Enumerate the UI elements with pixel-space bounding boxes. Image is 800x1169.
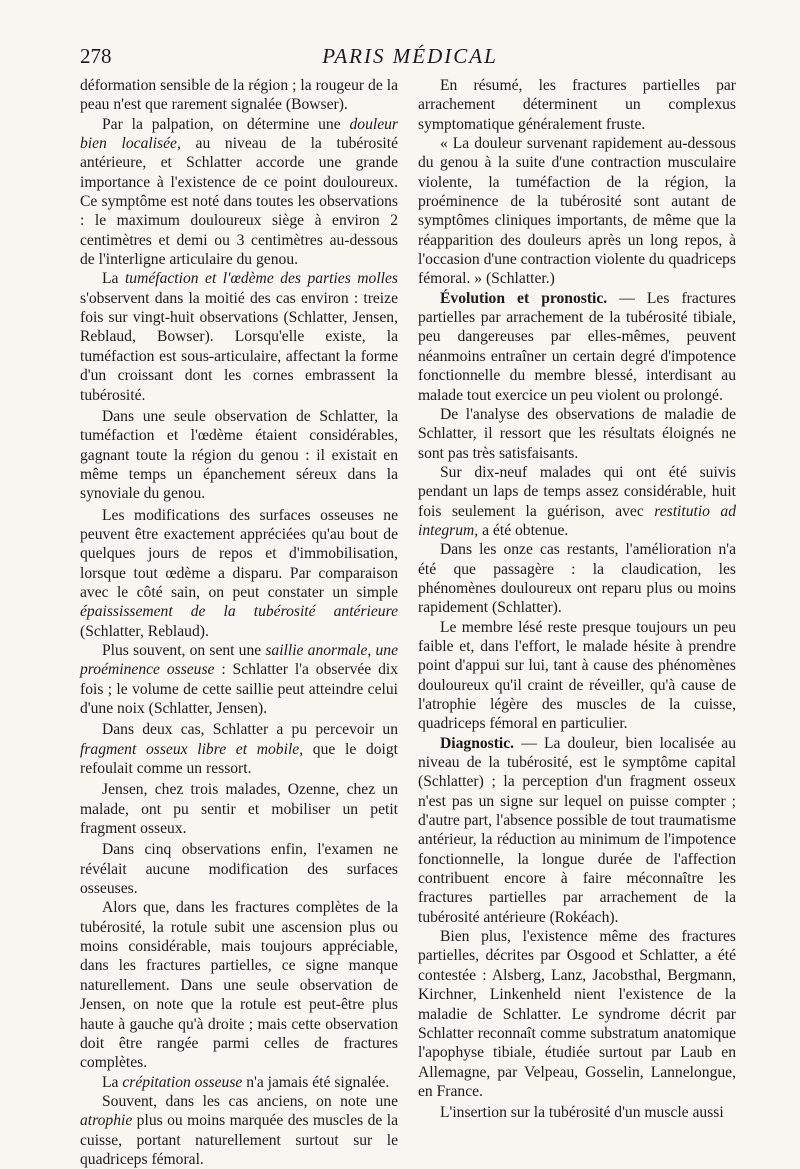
paragraph: L'insertion sur la tubérosité d'un muscle aussi <box>440 1104 724 1122</box>
paragraph <box>80 115 398 270</box>
left-column <box>80 76 398 1169</box>
emphasis: douleur bien localisée, <box>80 115 398 153</box>
emphasis: crépitation osseuse <box>122 1073 243 1091</box>
paragraph: Alors que, dans les fractures complètes de la tubérosité, la rotule subit une ascension plus ou moins considérable, mais toujours appréciable, dans les fractures partielles, ce signe manque naturellement. Dans une seule observation de Jensen, on note que la rotule est peut-être plus haute à gauche qu'à droite ; mais cette observation doit être rangée parmi celles de fractures complètes. <box>80 899 398 1072</box>
text: Dans deux cas, Schlatter a pu percevoir un <box>102 721 398 739</box>
paragraph: Le membre lésé reste presque toujours un peu faible et, dans l'effort, le malade hésite à prendre point d'appui sur lui, tant à cause des phénomènes douloureux qu'il craint de réveiller, qu'à cause de l'atrophie légère des muscles de la cuisse, quadriceps fémoral en particulier. <box>418 618 736 733</box>
text: (Schlatter, Reblaud). <box>80 622 209 640</box>
paragraph <box>80 269 398 404</box>
paragraph <box>418 289 736 405</box>
page-number: 278 <box>80 44 112 68</box>
right-column <box>418 76 736 1123</box>
paragraph: Dans une seule observation de Schlatter, la tuméfaction et l'œdème étaient considérables, gagnant toute la région du genou : il existait en même temps un épanchement séreux dans la synoviale du genou. <box>80 407 398 503</box>
text: Plus souvent, on sent une <box>102 641 266 659</box>
paragraph <box>80 641 398 718</box>
paragraph: déformation sensible de la région ; la rougeur de la peau n'est que rarement signalée (Bowser). <box>80 77 398 114</box>
emphasis: atrophie <box>80 1112 133 1130</box>
emphasis: tuméfaction et l'œdème des parties molles <box>124 270 398 288</box>
paragraph: Bien plus, l'existence même des fractures partielles, décrites par Osgood et Schlatter, a été contestée : Alsberg, Lanz, Jacobsthal, Bergmann, Kirchner, Linkenheld nient l'existence de la maladie de Schlatter. Le syndrome décrit par Schlatter reconnaît comme substratum anatomique l'apophyse tibiale, étudiée surtout par Laub en Allemagne, par Velpeau, Gosselin, Lannelongue, en France. <box>418 928 736 1100</box>
paragraph <box>80 1073 398 1092</box>
paragraph: En résumé, les fractures partielles par arrachement déterminent un complexus symptomatique généralement fruste. <box>418 77 736 133</box>
text: n'a jamais été signalée. <box>242 1073 390 1091</box>
text: — La douleur, bien localisée au niveau de la tubérosité, est le symptôme capital (Schlatter) ; la perception d'un fragment osseux n'est pas un signe sur lequel on puisse compter ; d'autre part, l'absence possible de tout traumatisme antérieur, la réduction au minimum de l'impotence fonctionnelle, la longue durée de l'affection contribuent encore à faire méconnaître les fractures partielles par arrachement de la tubérosité antérieure (Rokéach). <box>418 734 736 926</box>
paragraph: Dans cinq observations enfin, l'examen ne révélait aucune modification des surfaces osseuses. <box>80 841 398 898</box>
paragraph: Dans les onze cas restants, l'amélioration n'a été que passagère : la claudication, les phénomènes douloureux ont reparu plus ou moins rapidement (Schlatter). <box>418 541 736 617</box>
paragraph: Jensen, chez trois malades, Ozenne, chez un malade, ont pu sentir et mobiliser un petit fragment osseux. <box>80 781 398 838</box>
section-heading: Diagnostic. <box>440 734 515 752</box>
text: Par la palpation, on détermine une <box>102 115 350 133</box>
text: au niveau de la tubérosité antérieure, et Schlatter accorde une grande importance à l'existence de ce point douloureux. Ce symptôme est noté dans toutes les observations : le maximum douloureux siège à environ 2 centimètres et demi ou 3 centimètres au-dessous de l'interligne articulaire du genou. <box>80 135 398 269</box>
text: Sur dix-neuf malades qui ont été suivis pendant un laps de temps assez considérable, huit fois seulement la guérison, avec <box>418 463 736 520</box>
emphasis: restitutio ad integrum, <box>418 502 736 539</box>
text: a été obtenue. <box>478 521 569 539</box>
text: : Schlatter l'a observée dix fois ; le volume de cette saillie peut atteindre celui d'une noix (Schlatter, Jensen). <box>80 661 399 717</box>
page-header <box>80 44 740 72</box>
text: s'observent dans la moitié des cas environ : treize fois sur vingt-huit observations (Schlatter, Jensen, Reblaud, Bowser). Lorsqu'elle existe, la tuméfaction est sous-articulaire, affectant la forme d'un croissant dont les cornes embrassent la tubérosité. <box>80 289 398 404</box>
paragraph: De l'analyse des observations de maladie de Schlatter, il ressort que les résultats éloignés ne sont pas très satisfaisants. <box>418 405 736 462</box>
paragraph <box>418 463 736 540</box>
paragraph <box>80 506 398 641</box>
section-heading: Évolution et pronostic. <box>440 289 608 307</box>
paragraph <box>80 1092 398 1169</box>
emphasis: épaississement de la tubérosité antérieure <box>80 603 398 621</box>
text: La <box>102 270 125 288</box>
text: La <box>102 1073 123 1091</box>
running-title: PARIS MÉDICAL <box>322 44 498 68</box>
text: Souvent, dans les cas anciens, on note une <box>102 1092 398 1110</box>
paragraph: « La douleur survenant rapidement au-dessous du genou à la suite d'une contraction musculaire violente, la tuméfaction de la région, la proéminence de la tubérosité sont autant de symptômes cliniques importants, de même que la réapparition des douleurs après un long repos, à l'occasion d'une contraction violente du quadriceps fémoral. » (Schlatter.) <box>418 135 736 288</box>
emphasis: fragment osseux libre et mobile, <box>80 740 304 758</box>
text: — Les fractures partielles par arrachement de la tubérosité tibiale, peu dangereuses par elles-mêmes, peuvent néanmoins entraîner un certain degré d'impotence fonctionnelle du membre blessé, interdisant au malade tout exercice un peu violent ou prolongé. <box>418 289 736 404</box>
paragraph <box>80 720 398 778</box>
text: plus ou moins marquée des muscles de la cuisse, portant naturellement surtout sur le quadriceps fémoral. <box>80 1112 398 1168</box>
text: Les modifications des surfaces osseuses ne peuvent être exactement appréciées qu'au bout de quelques jours de repos et d'immobilisation, lorsque tout œdème a disparu. Par comparaison avec le côté sain, on peut constater un simple <box>80 506 398 601</box>
emphasis: saillie anormale, une proéminence osseuse <box>80 641 398 679</box>
paragraph <box>418 734 736 927</box>
text: que le doigt refoulait comme un ressort. <box>80 740 398 778</box>
